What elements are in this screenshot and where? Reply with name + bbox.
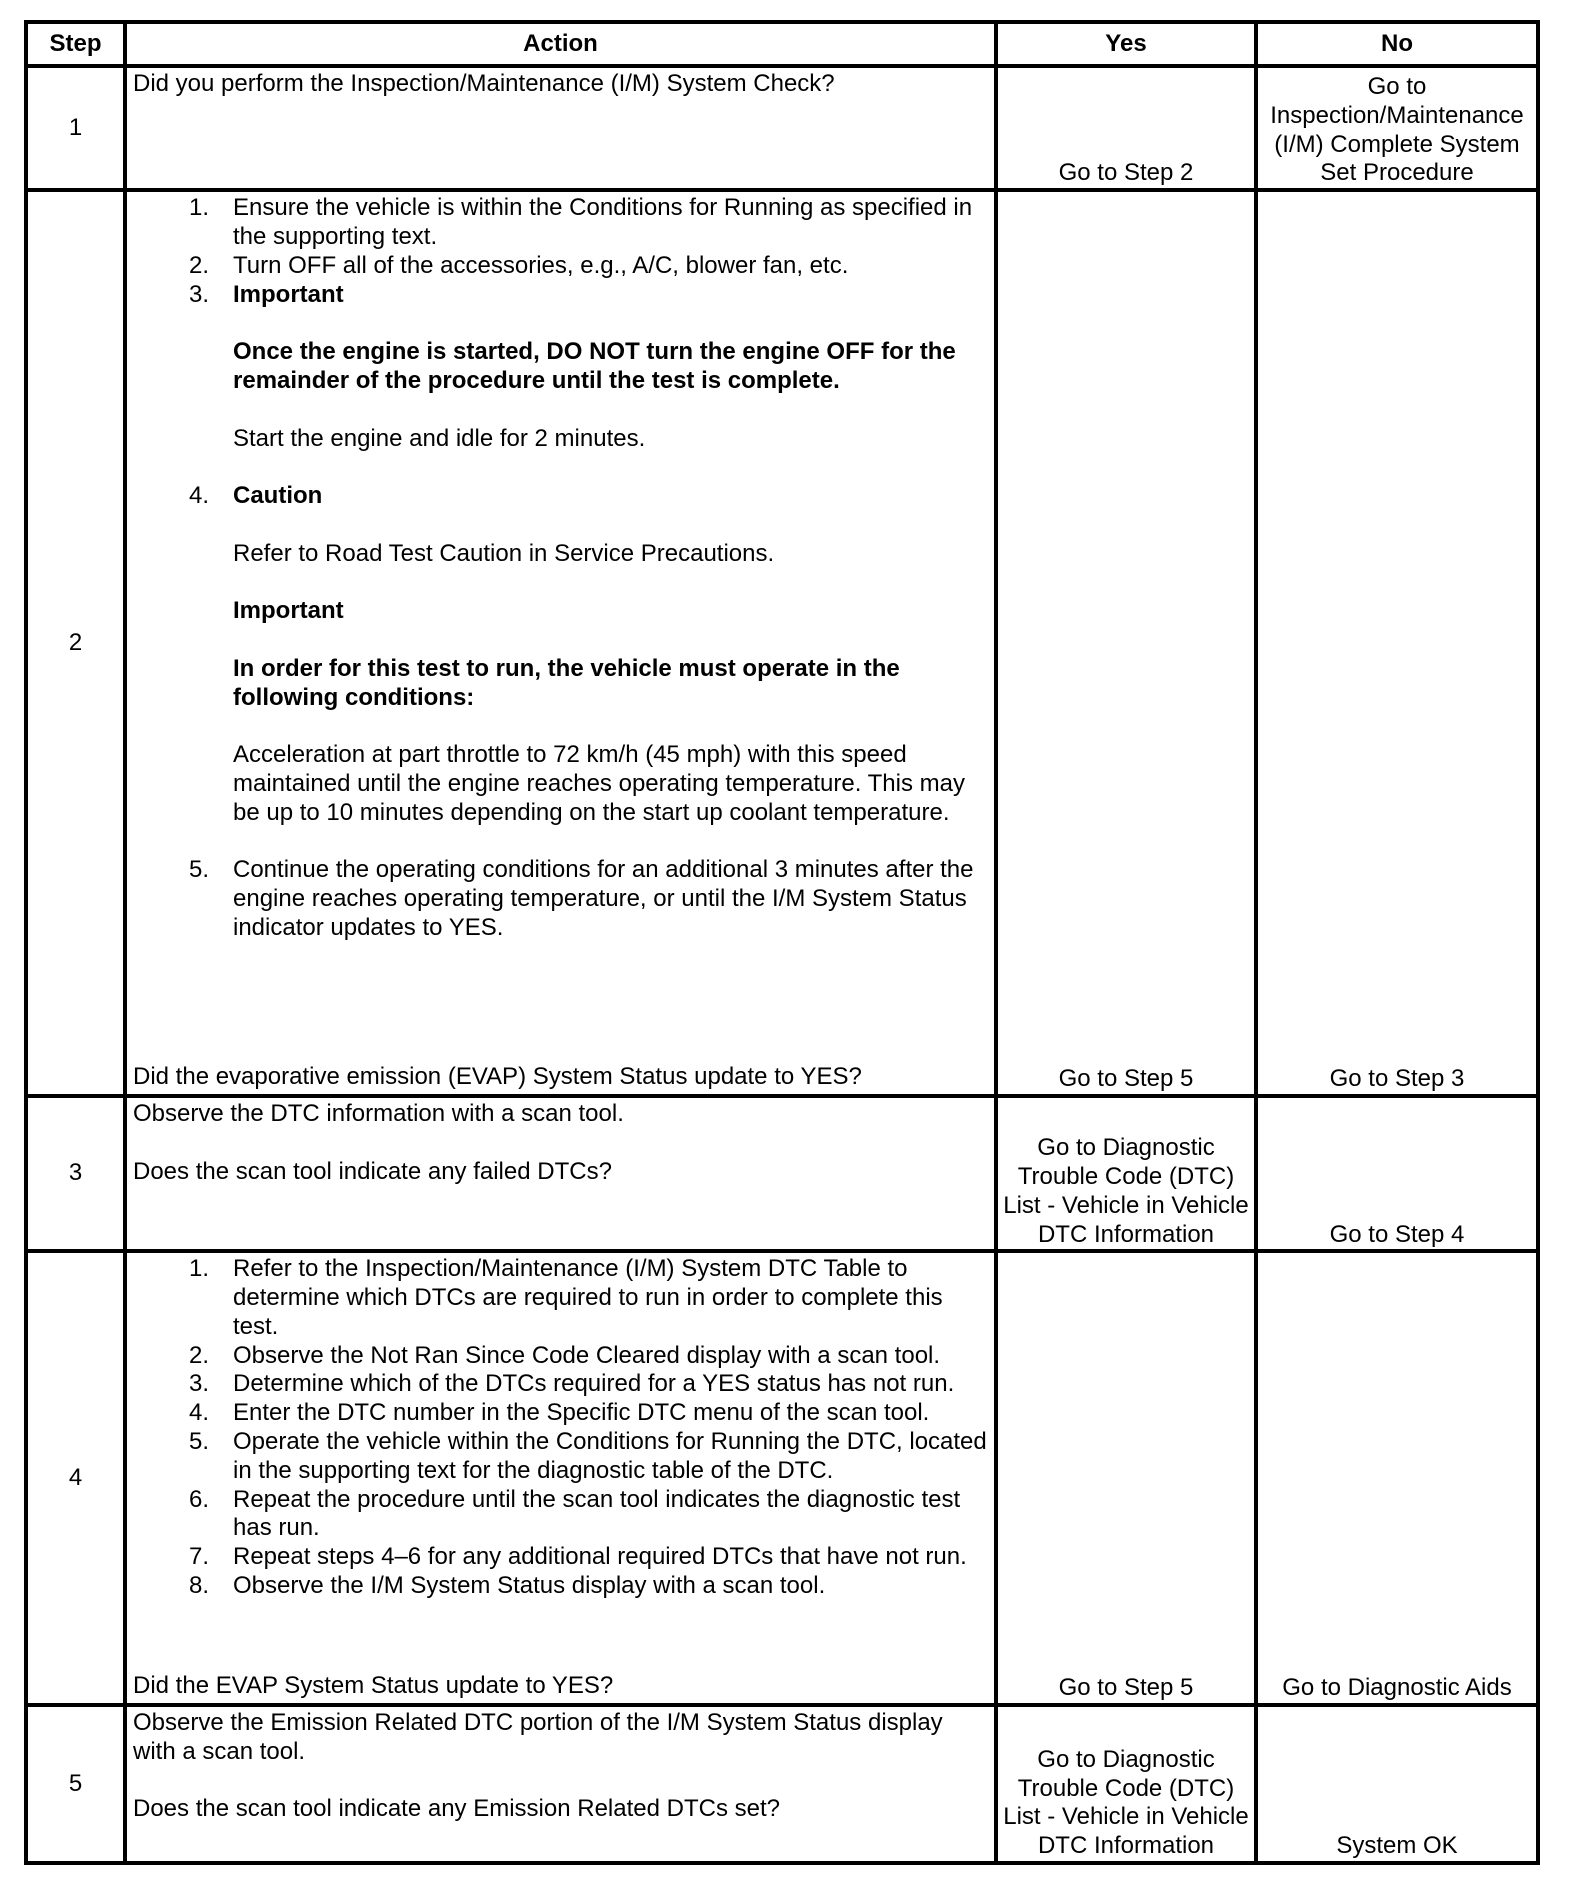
procedure-list xyxy=(133,1255,990,1601)
list-item xyxy=(133,194,990,252)
yes-outcome: Go to Diagnostic Trouble Code (DTC) List - Vehicle in Vehicle DTC Information xyxy=(996,1705,1256,1863)
item-number: 2. xyxy=(188,251,209,279)
item-number: 1. xyxy=(188,1255,209,1283)
header-yes: Yes xyxy=(996,22,1256,66)
item-text: Acceleration at part throttle to 72 km/h (45 mph) with this speed maintained until the engine reaches operating temperature. This may be up to 10 minutes depending on the start up coolant temperature. xyxy=(233,741,965,826)
item-heading: Important xyxy=(233,280,344,308)
question-text: Did the EVAP System Status update to YES? xyxy=(133,1672,614,1699)
list-item xyxy=(133,1399,990,1428)
item-heading: Caution xyxy=(233,482,323,510)
instruction-text: Observe the Emission Related DTC portion of the I/M System Status display with a scan tool. xyxy=(133,1708,943,1765)
item-number: 4. xyxy=(188,1399,209,1427)
item-text: Determine which of the DTCs required for a YES status has not run. xyxy=(233,1370,955,1398)
item-number: 5. xyxy=(188,856,209,884)
item-text: Repeat steps 4–6 for any additional required DTCs that have not run. xyxy=(233,1543,967,1571)
list-item xyxy=(133,1486,990,1544)
header-row xyxy=(26,22,1538,66)
item-text: Refer to the Inspection/Maintenance (I/M) System DTC Table to determine which DTCs are required to run in order to complete this test. xyxy=(233,1255,943,1340)
item-text: Continue the operating conditions for an additional 3 minutes after the engine reaches operating temperature, or until the I/M System Status indicator updates to YES. xyxy=(233,856,974,942)
item-text: Operate the vehicle within the Conditions for Running the DTC, located in the supporting text for the diagnostic table of the DTC. xyxy=(233,1428,987,1484)
list-item xyxy=(133,856,990,942)
diagnostic-table xyxy=(24,20,1540,1865)
no-outcome: Go to Diagnostic Aids xyxy=(1256,1251,1538,1705)
item-text: Start the engine and idle for 2 minutes. xyxy=(233,424,646,452)
question-text: Did you perform the Inspection/Maintenance (I/M) System Check? xyxy=(133,70,835,97)
table-row xyxy=(26,1251,1538,1705)
question-text: Does the scan tool indicate any failed DTCs? xyxy=(133,1157,612,1185)
no-outcome: System OK xyxy=(1256,1705,1538,1863)
item-number: 3. xyxy=(188,280,209,308)
step-number: 3 xyxy=(26,1096,125,1251)
list-item xyxy=(133,482,990,856)
table-row xyxy=(26,66,1538,190)
instruction-text: Observe the DTC information with a scan tool. xyxy=(133,1100,624,1128)
item-number: 1. xyxy=(188,194,209,222)
yes-outcome: Go to Diagnostic Trouble Code (DTC) List - Vehicle in Vehicle DTC Information xyxy=(996,1096,1256,1251)
item-number: 5. xyxy=(188,1428,209,1456)
question-text: Does the scan tool indicate any Emission Related DTCs set? xyxy=(133,1795,780,1823)
step-number: 2 xyxy=(26,190,125,1096)
yes-outcome: Go to Step 5 xyxy=(996,1251,1256,1705)
step-number: 1 xyxy=(26,66,125,190)
item-number: 8. xyxy=(188,1572,209,1600)
item-text: Refer to Road Test Caution in Service Precautions. xyxy=(233,539,775,567)
list-item xyxy=(133,281,990,483)
item-number: 7. xyxy=(188,1543,209,1571)
action-cell xyxy=(125,1096,996,1251)
table-row xyxy=(26,1096,1538,1251)
table-row xyxy=(26,1705,1538,1863)
item-heading: Important xyxy=(233,597,344,625)
item-number: 6. xyxy=(188,1485,209,1513)
list-item xyxy=(133,1342,990,1371)
list-item xyxy=(133,1543,990,1572)
item-note: Once the engine is started, DO NOT turn the engine OFF for the remainder of the procedure until the test is complete. xyxy=(233,338,956,394)
step-number: 4 xyxy=(26,1251,125,1705)
header-step: Step xyxy=(26,22,125,66)
item-text: Turn OFF all of the accessories, e.g., A/C, blower fan, etc. xyxy=(233,251,849,279)
no-outcome: Go to Step 3 xyxy=(1256,190,1538,1096)
item-text: Observe the I/M System Status display with a scan tool. xyxy=(233,1572,826,1600)
action-cell xyxy=(125,66,996,190)
no-outcome: Go to Inspection/Maintenance (I/M) Complete System Set Procedure xyxy=(1256,66,1538,190)
yes-outcome: Go to Step 5 xyxy=(996,190,1256,1096)
list-item xyxy=(133,1255,990,1341)
no-outcome: Go to Step 4 xyxy=(1256,1096,1538,1251)
question-text: Did the evaporative emission (EVAP) System Status update to YES? xyxy=(133,1063,862,1091)
header-action: Action xyxy=(125,22,996,66)
list-item xyxy=(133,1428,990,1486)
item-note: In order for this test to run, the vehicle must operate in the following conditions: xyxy=(233,654,900,711)
item-number: 4. xyxy=(188,482,209,510)
yes-outcome: Go to Step 2 xyxy=(996,66,1256,190)
item-text: Enter the DTC number in the Specific DTC menu of the scan tool. xyxy=(233,1399,930,1427)
item-text: Observe the Not Ran Since Code Cleared display with a scan tool. xyxy=(233,1341,941,1369)
item-text: Repeat the procedure until the scan tool indicates the diagnostic test has run. xyxy=(233,1485,961,1542)
item-text: Ensure the vehicle is within the Conditions for Running as specified in the supporting text. xyxy=(233,194,973,250)
action-cell xyxy=(125,1705,996,1863)
step-number: 5 xyxy=(26,1705,125,1863)
list-item xyxy=(133,1572,990,1601)
action-cell xyxy=(125,1251,996,1705)
table-row xyxy=(26,190,1538,1096)
item-number: 3. xyxy=(188,1370,209,1398)
action-cell xyxy=(125,190,996,1096)
item-number: 2. xyxy=(188,1341,209,1369)
list-item xyxy=(133,252,990,281)
header-no: No xyxy=(1256,22,1538,66)
list-item xyxy=(133,1370,990,1399)
procedure-list xyxy=(133,194,990,943)
